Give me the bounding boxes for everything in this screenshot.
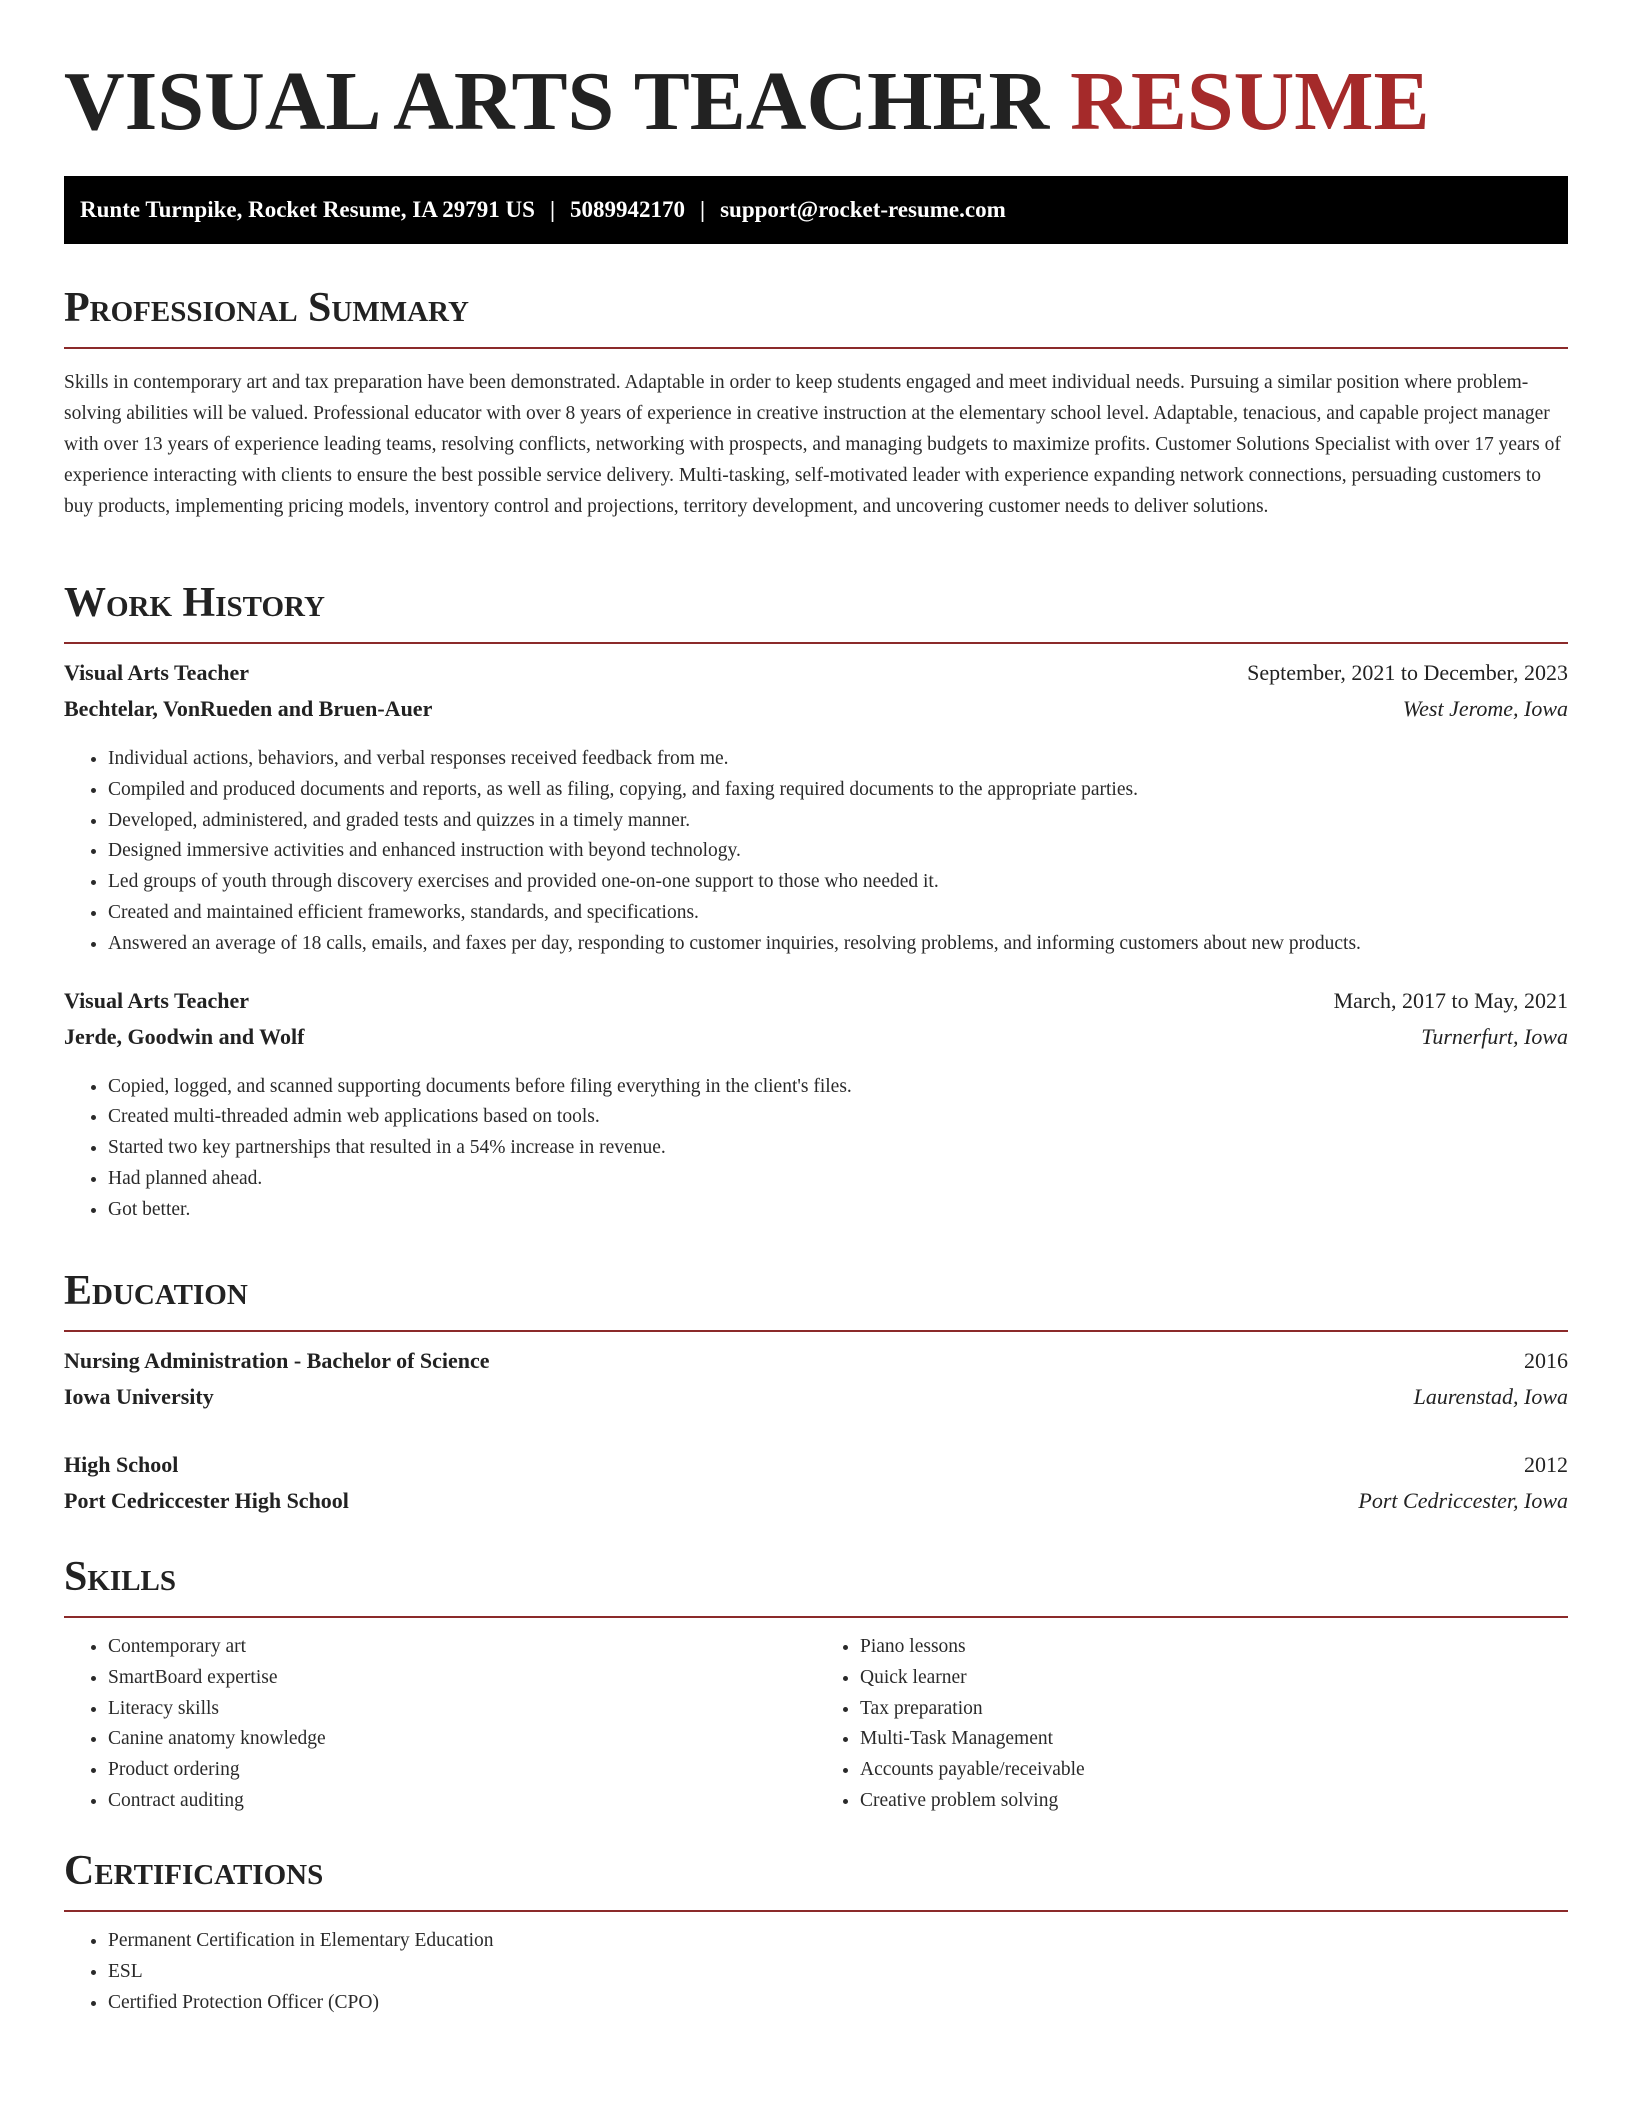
summary-heading: Professional Summary (64, 285, 469, 331)
education-section (64, 1266, 1568, 1524)
certification-item: • Permanent Certification in Elementary Education (108, 1926, 1568, 1957)
job-location: Turnerfurt, Iowa (1421, 1023, 1568, 1049)
section-divider (64, 1616, 1568, 1618)
list-item: • Created and maintained efficient frameworks, standards, and specifications. (108, 898, 1568, 929)
list-item: • Compiled and produced documents and reports, as well as filing, copying, and faxing required documents to the appropriate parties. (108, 775, 1568, 806)
section-divider (64, 642, 1568, 644)
skill-item: • Contemporary art (108, 1632, 816, 1663)
summary-text: Skills in contemporary art and tax preparation have been demonstrated. Adaptable in order to keep students engaged and meet individual needs. Pursuing a similar position where problem-solving abilities will be valued. Professional educator with over 8 years of experience in creative instruction at the elementary school level. Adaptable, tenacious, and capable project manager with over 13 years of experience leading teams, resolving conflicts, networking with prospects, and managing budgets to maximize profits. Customer Solutions Specialist with over 17 years of experience interacting with clients to ensure the best possible service delivery. Multi-tasking, self-motivated leader with experience expanding network connections, persuading customers to buy products, implementing pricing models, inventory control and projections, territory development, and uncovering customer needs to deliver solutions. (64, 372, 1561, 517)
skills-heading: Skills (64, 1554, 177, 1600)
job-dates: March, 2017 to May, 2021 (1333, 987, 1568, 1013)
list-item: • Got better. (108, 1195, 1568, 1226)
job-dates: September, 2021 to December, 2023 (1247, 660, 1568, 685)
work-history-section (64, 578, 1568, 1226)
education-year: 2012 (1524, 1452, 1568, 1477)
list-item: • Led groups of youth through discovery exercises and provided one-on-one support to those who needed it. (108, 867, 1568, 898)
education-location: Port Cedriccester, Iowa (1358, 1488, 1568, 1513)
contact-separator: | (549, 197, 556, 222)
education-location: Laurenstad, Iowa (1413, 1384, 1568, 1409)
education-degree: High School (64, 1452, 179, 1477)
skill-item: • SmartBoard expertise (108, 1663, 816, 1694)
skills-columns (64, 1632, 1568, 1817)
job-location: West Jerome, Iowa (1402, 696, 1568, 721)
skill-item: • Contract auditing (108, 1786, 816, 1817)
skill-item: • Creative problem solving (860, 1786, 1568, 1817)
certifications-list (64, 1926, 1568, 2018)
skill-item: • Product ordering (108, 1755, 816, 1786)
job-entry (64, 660, 1568, 960)
education-year: 2016 (1524, 1348, 1568, 1373)
job-entry (64, 988, 1568, 1226)
education-heading: Education (64, 1268, 248, 1314)
list-item: • Started two key partnerships that resulted in a 54% increase in revenue. (108, 1133, 1568, 1164)
summary-section (64, 283, 1568, 522)
certifications-section (64, 1846, 1568, 2018)
section-divider (64, 1330, 1568, 1332)
contact-phone: 5089942170 (570, 197, 686, 222)
education-entry (64, 1452, 1568, 1524)
education-degree: Nursing Administration - Bachelor of Science (64, 1348, 490, 1373)
skills-section (64, 1552, 1568, 1817)
certifications-heading: Certifications (64, 1848, 324, 1894)
list-item: • Created multi-threaded admin web applications based on tools. (108, 1102, 1568, 1133)
list-item: • Answered an average of 18 calls, emails, and faxes per day, responding to customer inquiries, resolving problems, and informing customers about new products. (108, 929, 1568, 960)
section-divider (64, 347, 1568, 349)
skill-item: • Canine anatomy knowledge (108, 1724, 816, 1755)
skill-item: • Literacy skills (108, 1694, 816, 1725)
contact-address: Runte Turnpike, Rocket Resume, IA 29791 US (80, 197, 535, 222)
education-school: Port Cedriccester High School (64, 1488, 349, 1513)
list-item: • Had planned ahead. (108, 1164, 1568, 1195)
skill-item: • Piano lessons (860, 1632, 1568, 1663)
job-bullets (64, 1072, 1568, 1226)
skills-list-left (64, 1632, 816, 1817)
certification-item: • Certified Protection Officer (CPO) (108, 1988, 1568, 2019)
education-entry (64, 1348, 1568, 1420)
resume-title (64, 52, 1430, 152)
skill-item: • Multi-Task Management (860, 1724, 1568, 1755)
list-item: • Designed immersive activities and enhanced instruction with beyond technology. (108, 836, 1568, 867)
work-history-heading: Work History (64, 580, 325, 626)
contact-bar (64, 176, 1568, 244)
skill-item: • Accounts payable/receivable (860, 1755, 1568, 1786)
job-title: Visual Arts Teacher (64, 987, 249, 1013)
education-school: Iowa University (64, 1384, 214, 1409)
title-accent: RESUME (1070, 55, 1430, 148)
job-title: Visual Arts Teacher (64, 660, 249, 685)
title-main: VISUAL ARTS TEACHER (64, 55, 1050, 148)
job-company: Jerde, Goodwin and Wolf (64, 1023, 305, 1049)
job-company: Bechtelar, VonRueden and Bruen-Auer (64, 696, 433, 721)
skill-item: • Quick learner (860, 1663, 1568, 1694)
contact-separator: | (700, 197, 706, 222)
contact-email: support@rocket-resume.com (720, 197, 1006, 222)
certification-item: • ESL (108, 1957, 1568, 1988)
job-bullets (64, 744, 1568, 960)
skills-list-right (816, 1632, 1568, 1817)
section-divider (64, 1910, 1568, 1912)
list-item: • Individual actions, behaviors, and verbal responses received feedback from me. (108, 744, 1568, 775)
list-item: • Copied, logged, and scanned supporting documents before filing everything in the client's files. (108, 1072, 1568, 1103)
skill-item: • Tax preparation (860, 1694, 1568, 1725)
list-item: • Developed, administered, and graded tests and quizzes in a timely manner. (108, 806, 1568, 837)
